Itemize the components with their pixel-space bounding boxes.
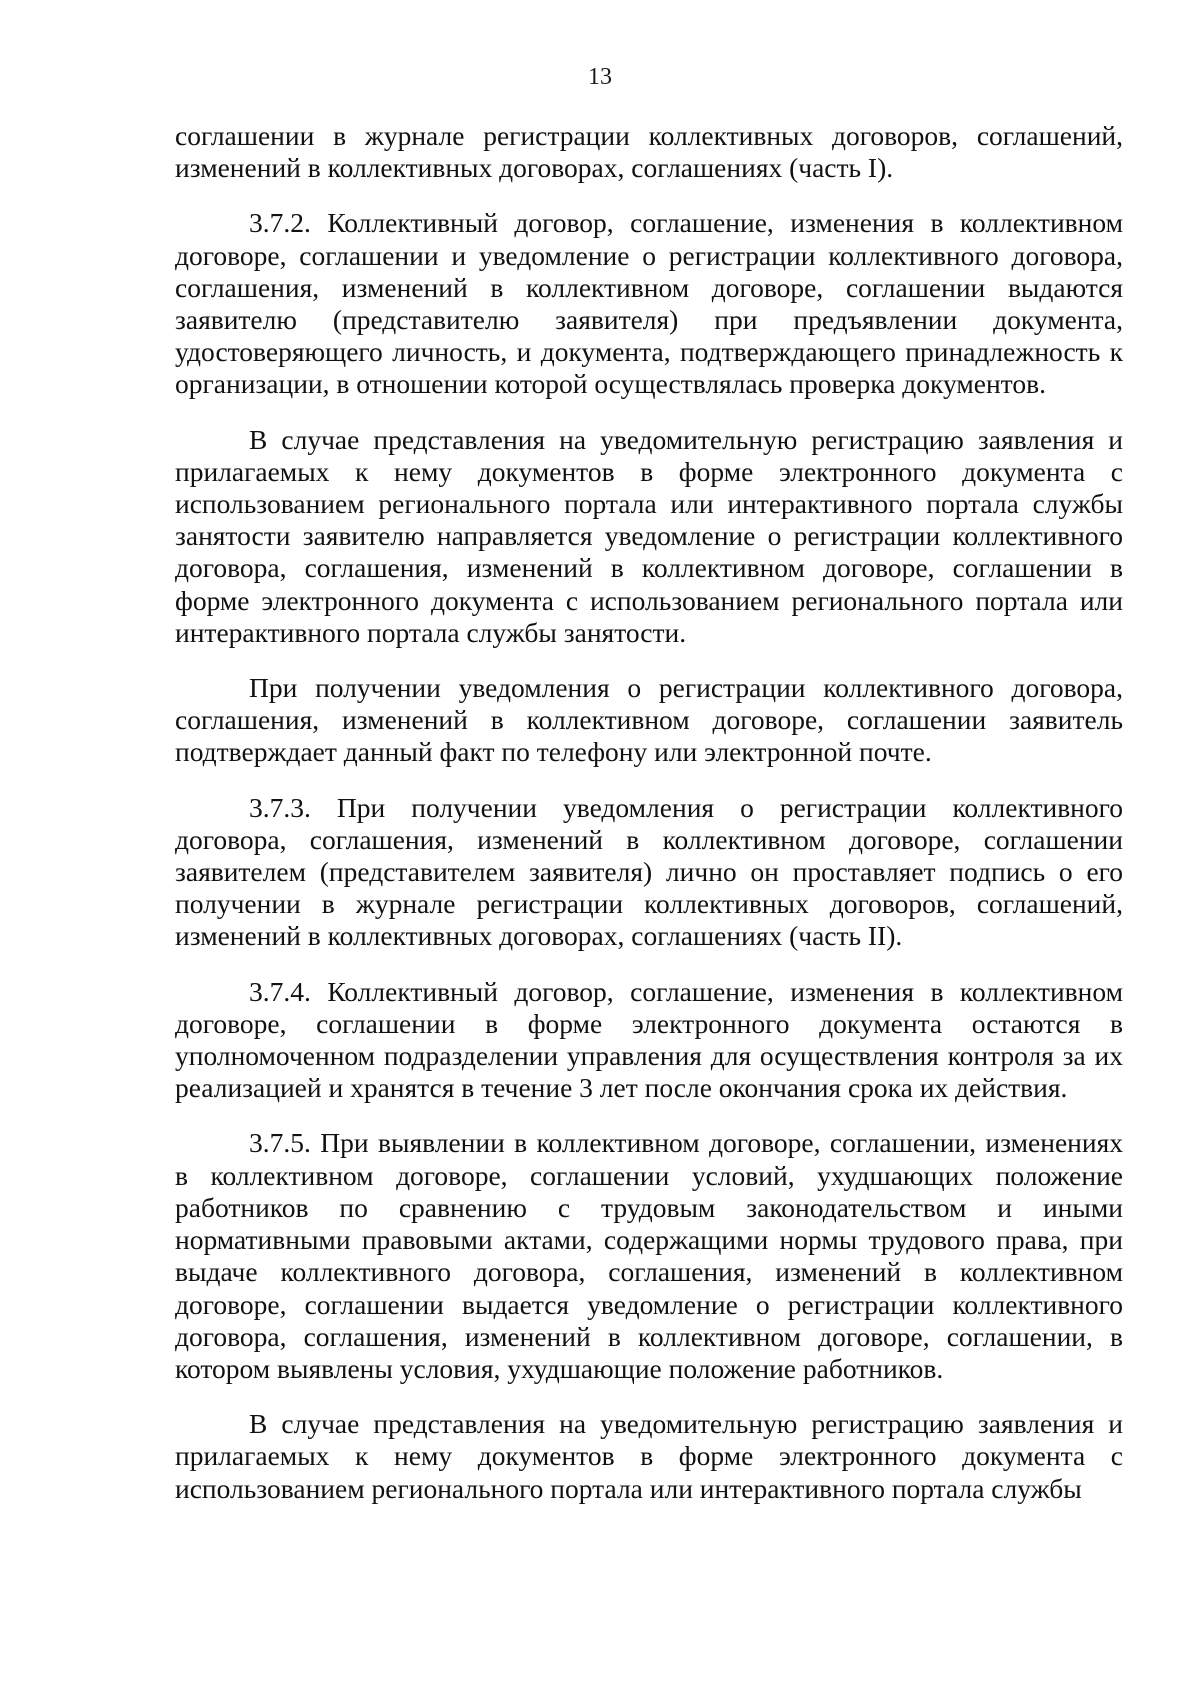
page-number: 13 — [588, 64, 612, 90]
paragraph-confirmation: При получении уведомления о регистрации коллективного договора, соглашения, изменений в коллективном договоре, соглашении заявитель подтверждает данный факт по телефону или электронной почте. — [175, 672, 1123, 768]
paragraph-continuation: соглашении в журнале регистрации коллективных договоров, соглашений, изменений в коллективных договорах, соглашениях (часть I). — [175, 120, 1123, 184]
paragraph-electronic-case: В случае представления на уведомительную регистрацию заявления и прилагаемых к нему документов в форме электронного документа с использованием регионального портала или интерактивного портала службы — [175, 1408, 1123, 1504]
paragraph-3-7-2: 3.7.2. Коллективный договор, соглашение, изменения в коллективном договоре, соглашении и уведомление о регистрации коллективного договора, соглашения, изменений в коллективном договоре, соглашении выдаются заявителю (представителю заявителя) при предъявлении документа, удостоверяющего личность, и документа, подтверждающего принадлежность к организации, в отношении которой осуществлялась проверка документов. — [175, 207, 1123, 400]
paragraph-3-7-4: 3.7.4. Коллективный договор, соглашение, изменения в коллективном договоре, соглашении в форме электронного документа остаются в уполномоченном подразделении управления для осуществления контроля за их реализацией и хранятся в течение 3 лет после окончания срока их действия. — [175, 975, 1123, 1104]
document-body — [175, 120, 1123, 1505]
paragraph-electronic-notification: В случае представления на уведомительную регистрацию заявления и прилагаемых к нему документов в форме электронного документа с использованием регионального портала или интерактивного портала службы занятости заявителю направляется уведомление о регистрации коллективного договора, соглашения, изменений в коллективном договоре, соглашении в форме электронного документа с использованием регионального портала или интерактивного портала службы занятости. — [175, 423, 1123, 648]
paragraph-3-7-5: 3.7.5. При выявлении в коллективном договоре, соглашении, изменениях в коллективном договоре, соглашении условий, ухудшающих положение работников по сравнению с трудовым законодательством и иными нормативными правовыми актами, содержащими нормы трудового права, при выдаче коллективного договора, соглашения, изменений в коллективном договоре, соглашении выдается уведомление о регистрации коллективного договора, соглашения, изменений в коллективном договоре, соглашении, в котором выявлены условия, ухудшающие положение работников. — [175, 1127, 1123, 1384]
paragraph-3-7-3: 3.7.3. При получении уведомления о регистрации коллективного договора, соглашения, изменений в коллективном договоре, соглашении заявителем (представителем заявителя) лично он проставляет подпись о его получении в журнале регистрации коллективных договоров, соглашений, изменений в коллективных договорах, соглашениях (часть II). — [175, 791, 1123, 952]
